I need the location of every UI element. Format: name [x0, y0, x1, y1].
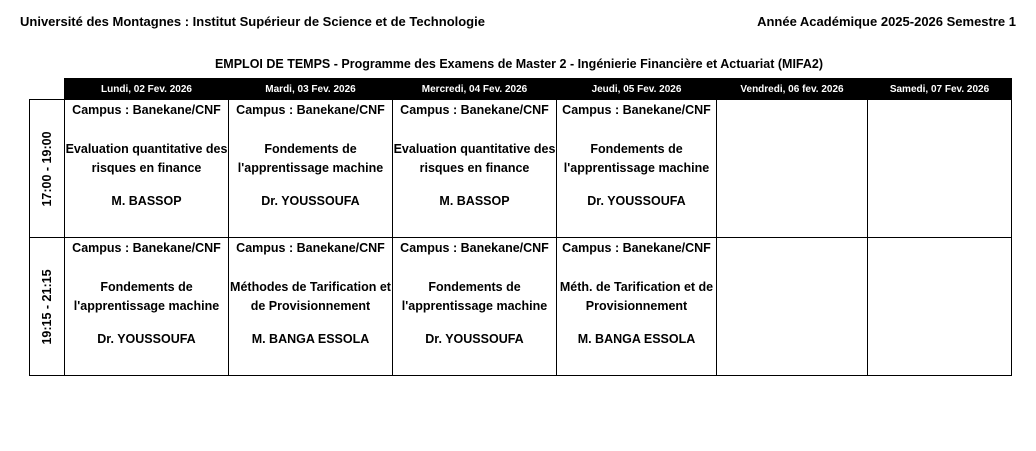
- exam-course: Fondements de l'apprentissage machine: [401, 280, 548, 313]
- empty-cell: [868, 100, 1012, 238]
- empty-cell: [717, 100, 868, 238]
- exam-course: Fondements de l'apprentissage machine: [237, 142, 384, 175]
- exam-teacher: M. BANGA ESSOLA: [577, 332, 696, 346]
- exam-teacher: Dr. YOUSSOUFA: [425, 332, 524, 346]
- timetable-grid: [29, 78, 1012, 376]
- exam-course: Fondements de l'apprentissage machine: [73, 280, 220, 313]
- exam-course: Fondements de l'apprentissage machine: [563, 142, 710, 175]
- exam-teacher: Dr. YOUSSOUFA: [587, 194, 686, 208]
- exam-cell: [393, 100, 557, 238]
- day-header-row: [30, 79, 1012, 100]
- exam-course: Evaluation quantitative des risques en finance: [65, 142, 228, 175]
- exam-campus: Campus : Banekane/CNF: [400, 241, 549, 255]
- exam-campus: Campus : Banekane/CNF: [562, 241, 711, 255]
- time-slot-row: [30, 238, 1012, 376]
- exam-course: Méthodes de Tarification et de Provisionnement: [230, 280, 391, 313]
- time-slot-label: 17:00 - 19:00: [40, 130, 54, 207]
- header-corner: [30, 79, 65, 100]
- exam-cell: [393, 238, 557, 376]
- exam-cell: [229, 100, 393, 238]
- timetable-title: EMPLOI DE TEMPS - Programme des Examens de Master 2 - Ingénierie Financière et Actuariat (MIFA2): [214, 57, 824, 71]
- day-header-saturday: Samedi, 07 Fev. 2026: [868, 79, 1012, 100]
- day-header-friday: Vendredi, 06 fev. 2026: [717, 79, 868, 100]
- exam-campus: Campus : Banekane/CNF: [72, 241, 221, 255]
- time-slot-label: 19:15 - 21:15: [40, 268, 54, 345]
- exam-cell: [65, 100, 229, 238]
- exam-cell: [557, 238, 717, 376]
- empty-cell: [868, 238, 1012, 376]
- academic-year: Année Académique 2025-2026 Semestre 1: [757, 14, 1016, 29]
- time-slot-cell: [30, 100, 65, 238]
- exam-campus: Campus : Banekane/CNF: [236, 103, 385, 117]
- time-slot-cell: [30, 238, 65, 376]
- exam-campus: Campus : Banekane/CNF: [72, 103, 221, 117]
- empty-cell: [717, 238, 868, 376]
- exam-cell: [557, 100, 717, 238]
- day-header-wednesday: Mercredi, 04 Fev. 2026: [393, 79, 557, 100]
- exam-cell: [65, 238, 229, 376]
- institution-name: Université des Montagnes : Institut Supérieur de Science et de Technologie: [20, 14, 485, 29]
- exam-course: Méth. de Tarification et de Provisionnement: [559, 280, 714, 313]
- exam-teacher: M. BASSOP: [111, 194, 182, 208]
- exam-course: Evaluation quantitative des risques en finance: [393, 142, 556, 175]
- exam-teacher: M. BASSOP: [439, 194, 510, 208]
- exam-campus: Campus : Banekane/CNF: [236, 241, 385, 255]
- day-header-tuesday: Mardi, 03 Fev. 2026: [229, 79, 393, 100]
- exam-teacher: Dr. YOUSSOUFA: [97, 332, 196, 346]
- exam-teacher: Dr. YOUSSOUFA: [261, 194, 360, 208]
- exam-teacher: M. BANGA ESSOLA: [251, 332, 370, 346]
- exam-cell: [229, 238, 393, 376]
- time-slot-row: [30, 100, 1012, 238]
- day-header-thursday: Jeudi, 05 Fev. 2026: [557, 79, 717, 100]
- day-header-monday: Lundi, 02 Fev. 2026: [65, 79, 229, 100]
- exam-campus: Campus : Banekane/CNF: [400, 103, 549, 117]
- exam-campus: Campus : Banekane/CNF: [562, 103, 711, 117]
